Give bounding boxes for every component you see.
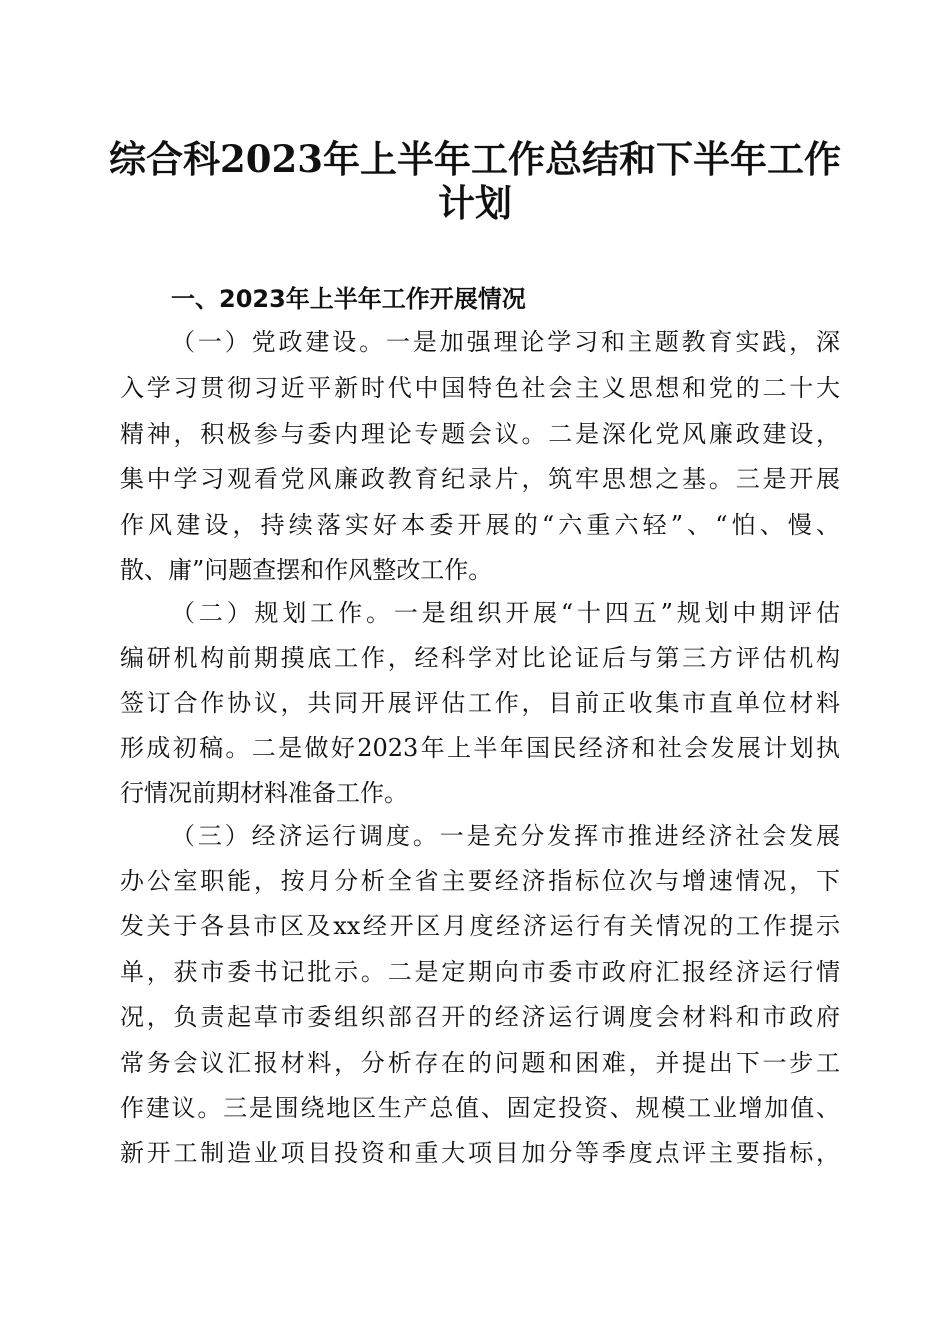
paragraph-line: 形成初稿。二是做好2023年上半年国民经济和社会发展计划执 <box>120 734 840 762</box>
paragraph-line: 入学习贯彻习近平新时代中国特色社会主义思想和党的二十大 <box>120 374 840 402</box>
paragraph-line: 集中学习观看党风廉政教育纪录片，筑牢思想之基。三是开展 <box>120 465 840 493</box>
paragraph-line: 单，获市委书记批示。二是定期向市委市政府汇报经济运行情 <box>120 958 840 986</box>
paragraph-line: 新开工制造业项目投资和重大项目加分等季度点评主要指标， <box>120 1139 840 1167</box>
paragraph-line: 况，负责起草市委组织部召开的经济运行调度会材料和市政府 <box>120 1003 840 1031</box>
paragraph-line: （一）党政建设。一是加强理论学习和主题教育实践，深 <box>171 328 840 356</box>
paragraph-line: 行情况前期材料准备工作。 <box>120 779 408 807</box>
document-title-line-1: 综合科2023年上半年工作总结和下半年工作 <box>109 137 841 181</box>
paragraph-line: 签订合作协议，共同开展评估工作，目前正收集市直单位材料 <box>120 689 840 717</box>
paragraph-line: （三）经济运行调度。一是充分发挥市推进经济社会发展 <box>171 822 840 850</box>
section-heading: 一、2023年上半年工作开展情况 <box>171 285 526 313</box>
paragraph-line: 常务会议汇报材料，分析存在的问题和困难，并提出下一步工 <box>120 1049 840 1077</box>
paragraph-line: 精神，积极参与委内理论专题会议。二是深化党风廉政建设， <box>120 420 840 448</box>
paragraph-line: 散、庸”问题查摆和作风整改工作。 <box>120 556 493 584</box>
paragraph-line: 发关于各县市区及xx经开区月度经济运行有关情况的工作提示 <box>120 912 840 940</box>
paragraph-line: 作风建设，持续落实好本委开展的“六重六轻”、“怕、慢、 <box>120 511 840 539</box>
paragraph-line: 编研机构前期摸底工作，经科学对比论证后与第三方评估机构 <box>120 644 840 672</box>
paragraph-line: 作建议。三是围绕地区生产总值、固定投资、规模工业增加值、 <box>120 1094 840 1122</box>
paragraph-line: 办公室职能，按月分析全省主要经济指标位次与增速情况，下 <box>120 867 840 895</box>
document-title-line-2: 计划 <box>438 181 512 225</box>
paragraph-line: （二）规划工作。一是组织开展“十四五”规划中期评估 <box>171 599 840 627</box>
